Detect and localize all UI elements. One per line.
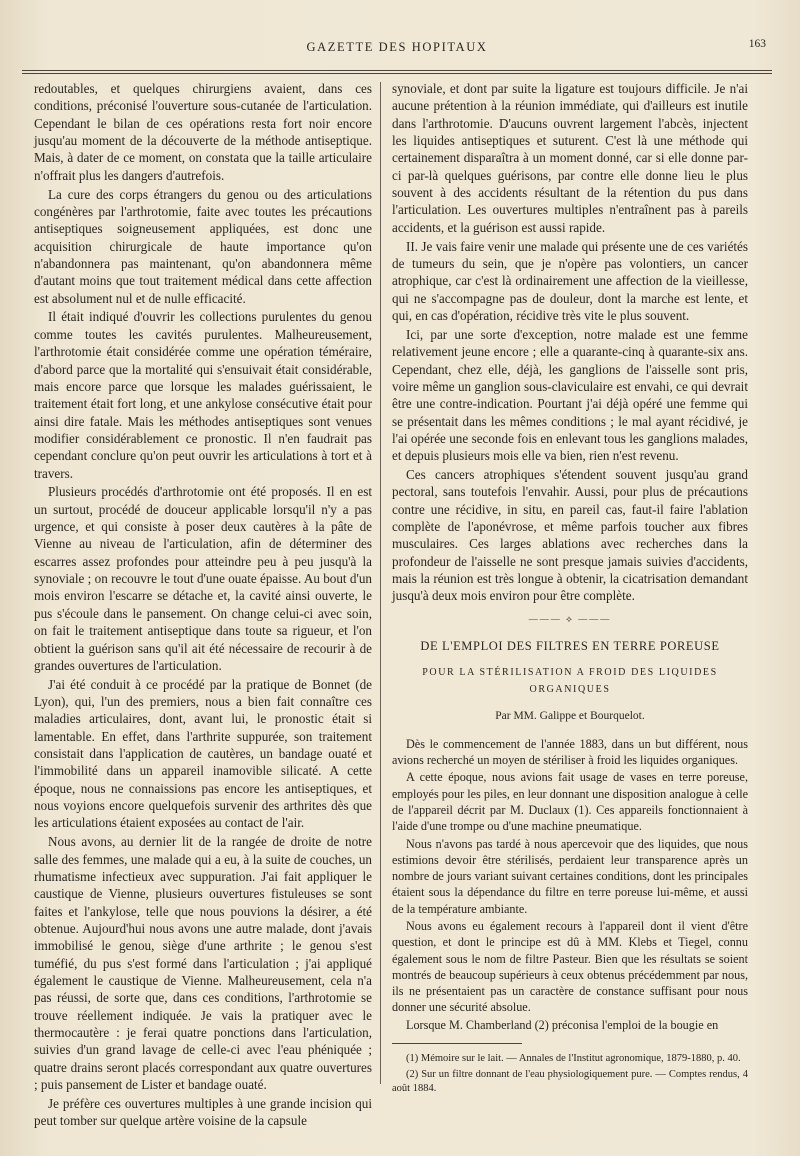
page-number: 163 bbox=[748, 38, 766, 50]
paragraph: Ici, par une sorte d'exception, notre malade est une femme relativement jeune encore ; elle a quarante-cinq à quarante-six ans. Cependant, chez elle, déjà, les ganglions de l'aisselle sont pris, voire même un ganglion sous-claviculaire est envahi, ce qui devrait être une contre-indication. Pourtant j'ai déjà opéré une femme qui se présentait dans les mêmes conditions ; le mal ayant récidivé, je l'ai opérée une seconde fois en enlevant tous les ganglions malades, et depuis plusieurs mois elle va bien, rien n'est revenu. bbox=[392, 326, 748, 464]
paragraph: II. Je vais faire venir une malade qui présente une de ces variétés de tumeurs du sein, que je n'opère pas volontiers, un cancer atrophique, car c'est là ordinairement une affection de la vieillesse, qui ne s'accompagne pas de douleur, dont la marche est lente, et qui, en cas d'opération, récidive très vite le plus souvent. bbox=[392, 238, 748, 323]
article-title: DE L'EMPLOI DES FILTRES EN TERRE POREUSE bbox=[420, 639, 720, 654]
article-body bbox=[392, 736, 748, 1034]
footnote: (1) Mémoire sur le lait. — Annales de l'Institut agronomique, 1879-1880, p. 40. bbox=[406, 1053, 741, 1065]
page-header bbox=[24, 40, 770, 58]
column-divider bbox=[380, 82, 381, 1084]
left-column bbox=[34, 80, 372, 1131]
paragraph: Nous n'avons pas tardé à nous apercevoir que des liquides, que nous estimions devoir être stérilisés, perdaient leur transparence après un nombre de jours variant suivant certaines conditions, dont les principales étaient sous la dépendance du filtre en terre poreuse lui-même, et aussi de la température ambiante. bbox=[392, 836, 748, 916]
paragraph: Nous avons, au dernier lit de la rangée de droite de notre salle des femmes, une malade qui a eu, à la suite de couches, un rhumatisme infectieux avec suppuration. J'ai fait appliquer le caustique de Vienne, plusieurs ouvertures fistuleuses se sont faites et l'ankylose, telle que nous pouvions la désirer, a été obtenue. Aujourd'hui nous avons une autre malade, dont j'avais immobilisé le genou, siège d'une arthrite ; le genou s'est tuméfié, du pus s'est formé dans l'articulation ; j'ai appliqué également le caustique de Vienne. Malheureusement, cela n'a pas réussi, de sorte que, dans ces conditions, l'arthrotomie se trouve réellement indiquée. Je vais la pratiquer avec le thermocautère : je ferai quatre ponctions dans l'articulation, suivies d'un grand lavage de celle-ci avec l'eau phéniquée ; quatre drains seront placés correspondant aux quatre ouvertures ; puis pansement de Lister et bandage ouaté. bbox=[34, 834, 372, 1093]
header-rule-double bbox=[22, 73, 772, 74]
paragraph: Plusieurs procédés d'arthrotomie ont été proposés. Il en est un surtout, procédé de douceur applicable lorsqu'il n'y a pas urgence, et qui consiste à poser deux cautères à la pâte de Vienne au niveau de l'articulation, afin de déterminer des escarres assez profondes pour atteindre peu à peu jusqu'à la synoviale ; on recouvre le tout d'une ouate épaisse. Au bout d'un mois environ l'escarre se détache et, la cavité ainsi ouverte, le pus s'écoule dans le pansement. On change celui-ci avec soin, on fait le traitement antiseptique dans toute sa rigueur, et l'on obtient la guérison sans qu'il ait été nécessaire de recourir à de grandes ouvertures de l'articulation. bbox=[34, 484, 372, 673]
footnote-rule bbox=[392, 1043, 522, 1044]
paragraph: Lorsque M. Chamberland (2) préconisa l'emploi de la bougie en bbox=[406, 1017, 719, 1032]
section-separator: ——— ⟡ ——— bbox=[528, 613, 612, 624]
footnote: (2) Sur un filtre donnant de l'eau physiologiquement pure. — Comptes rendus, 4 août 1884. bbox=[392, 1068, 748, 1094]
paragraph: Il était indiqué d'ouvrir les collections purulentes du genou comme toutes les cavités purulentes. Malheureusement, l'arthrotomie était considérée comme une opération téméraire, d'abord parce que la mortalité qui s'ensuivait était considérable, mais encore parce que lorsque les malades guérissaient, le traitement était fort long, et une ankylose consécutive était pour ainsi dire fatale. Mais les méthodes antiseptiques sont venues modifier considérablement ce pronostic. Il n'en faudrait pas cependant conclure qu'on peut ouvrir les articulations à tort et à travers. bbox=[34, 309, 372, 481]
paragraph: J'ai été conduit à ce procédé par la pratique de Bonnet (de Lyon), qui, l'un des premiers, nous a bien fait connaître ces maladies articulaires, dont, avant lui, le pronostic était si lamentable. En effet, dans l'arthrite suppurée, son traitement consistait dans l'application de cautères, un bandage ouaté et l'immobilité dans un appareil inamovible silicaté. A cette époque, nous ne connaissions pas encore les antiseptiques, et nous voyions encore quelquefois survenir des arthrites dès que les articulations étaient exposées au contact de l'air. bbox=[34, 676, 372, 831]
right-column bbox=[392, 80, 748, 1097]
article-authors: Par MM. Galippe et Bourquelot. bbox=[495, 710, 645, 723]
paragraph: Je préfère ces ouvertures multiples à une grande incision qui peut tomber sur quelque artère voisine de la capsule bbox=[34, 1095, 372, 1129]
paragraph: synoviale, et dont par suite la ligature est toujours difficile. Je n'ai aucune prétention à la réunion immédiate, qui d'ailleurs est inutile dans l'arthrotomie. D'aucuns ouvrent largement l'abcès, injectent les liquides antiseptiques et suturent. C'est là une méthode qui certainement disparaîtra à un moment donné, car si elle donne par-ci par-là quelques guérisons, par contre elle donne lieu le plus souvent à des accidents résultant de la rétention du pus dans l'articulation. Les ouvertures multiples n'entraînent pas à pareils accidents, et la guérison est aussi rapide. bbox=[392, 81, 748, 235]
paragraph: A cette époque, nous avions fait usage de vases en terre poreuse, employés pour les piles, en leur donnant une disposition analogue à celle de l'appareil décrit par M. Duclaux (1). Ces appareils fonctionnaient à l'aide d'une trompe ou d'une machine pneumatique. bbox=[392, 770, 748, 834]
paragraph: Ces cancers atrophiques s'étendent souvent jusqu'au grand pectoral, sans toutefois l'envahir. Aussi, pour plus de précautions contre une récidive, in situ, en pareil cas, faut-il faire l'ablation complète de l'aponévrose, et même parfois toucher aux fibres musculaires. Ces larges ablations avec recherches dans la profondeur de l'aisselle ne sont presque jamais suivies d'accidents, mais la réunion est très longue à obtenir, la cicatrisation demandant jusqu'à deux mois environ pour être complète. bbox=[392, 467, 748, 604]
paragraph: La cure des corps étrangers du genou ou des articulations congénères par l'arthrotomie, faite avec toutes les précautions antiseptiques soigneusement appliquées, est donc une acquisition chirurgicale de haute importance qu'on n'abandonnera pas maintenant, qu'on abandonnera même d'autant moins que tout traitement médical dans cette affection est absolument nul et de nulle efficacité. bbox=[34, 186, 372, 306]
paragraph: Dès le commencement de l'année 1883, dans un but différent, nous avions recherché un moyen de stériliser à froid les liquides organiques. bbox=[392, 736, 748, 767]
paragraph: Nous avons eu également recours à l'appareil dont il vient d'être question, et dont le principe est dû à MM. Klebs et Tiegel, connu également sous le nom de filtre Pasteur. Bien que les résultats se soient montrés de beaucoup supérieurs à ceux obtenus précédemment par nous, ils ne présentaient pas un caractère de constance suffisant pour nous donner une sécurité absolue. bbox=[392, 919, 748, 1015]
header-rule bbox=[22, 70, 772, 71]
article-subtitle: POUR LA STÉRILISATION A FROID DES LIQUIDES ORGANIQUES bbox=[422, 666, 718, 695]
paragraph: redoutables, et quelques chirurgiens avaient, dans ces conditions, préconisé l'ouverture sous-cutanée de l'articulation. Cependant le bilan de ces opérations resta fort noir encore jusqu'au moment de la découverte de la méthode antiseptique. Mais, à dater de ce moment, on constata que la taille articulaire n'offrait plus les dangers d'autrefois. bbox=[34, 81, 372, 183]
journal-title: GAZETTE DES HOPITAUX bbox=[306, 40, 488, 54]
